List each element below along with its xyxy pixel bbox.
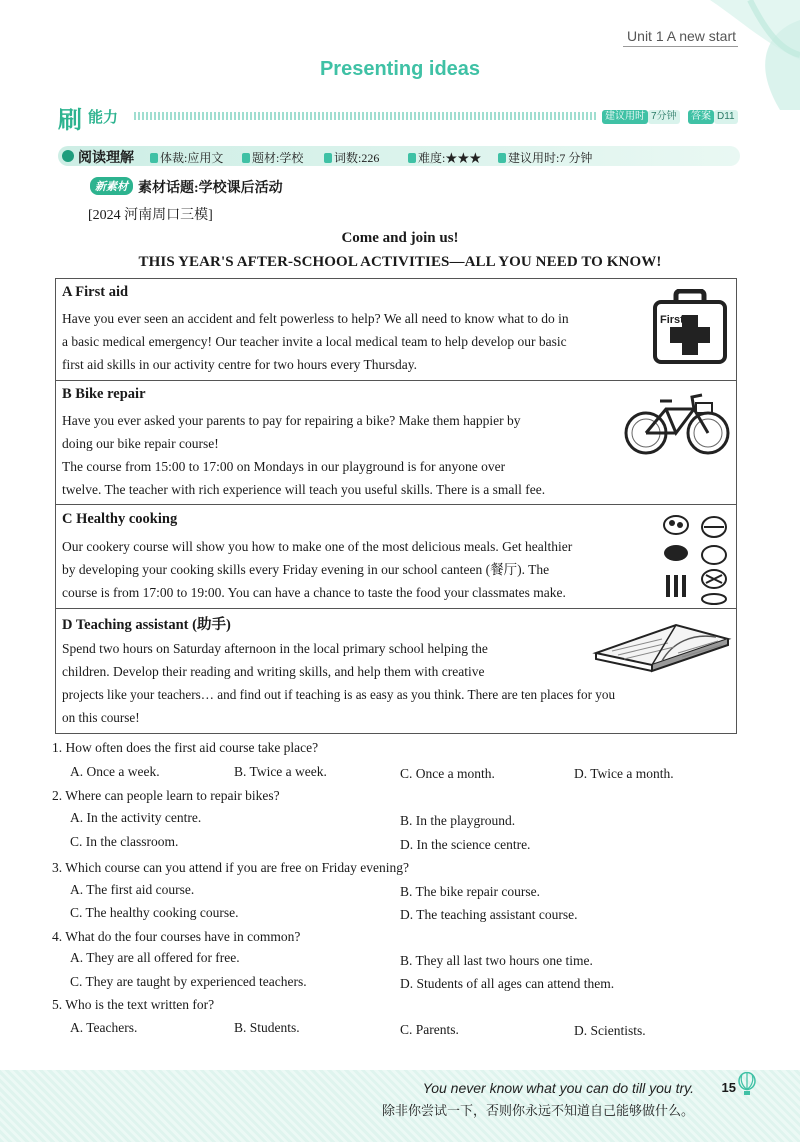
ability-big-char: 刷 xyxy=(58,108,82,134)
text-line: course is from 17:00 to 19:00. You can have a chance to taste the food your classmates make. xyxy=(62,585,566,600)
word-count-text: 词数:226 xyxy=(334,151,380,165)
question-stem: 1. How often does the first aid course take place? xyxy=(52,740,319,755)
section-text xyxy=(62,478,728,501)
topic-text: 题材:学校 xyxy=(252,151,304,165)
section-text xyxy=(62,409,616,478)
passage-subheading: THIS YEAR'S AFTER-SCHOOL ACTIVITIES—ALL YOU NEED TO KNOW! xyxy=(138,254,662,270)
difficulty-text: 难度:★★★ xyxy=(418,151,482,165)
kit-text-aid: Aid xyxy=(700,347,717,358)
text-line: a basic medical emergency! Our teacher invite a local medical team to help develop our basic xyxy=(62,334,567,349)
suggest-time-value: 7分钟 xyxy=(648,110,680,124)
material-source: [2024 河南周口三模] xyxy=(88,208,213,223)
activities-table xyxy=(55,278,737,734)
question-option[interactable]: C. They are taught by experienced teachers. xyxy=(70,974,307,989)
text-line: Have you ever seen an accident and felt powerless to help? We all need to know what to do in xyxy=(62,311,569,326)
page-title: Presenting ideas xyxy=(319,58,481,80)
balloon-icon xyxy=(738,1072,756,1096)
text-line: doing our bike repair course! xyxy=(62,436,219,451)
reading-info-bar xyxy=(58,146,740,166)
question-stem: 5. Who is the text written for? xyxy=(52,997,215,1012)
section-healthy-cooking xyxy=(56,505,736,609)
kit-text-first: First xyxy=(660,314,684,326)
reading-title: 阅读理解 xyxy=(78,151,134,166)
text-line: Have you ever asked your parents to pay for repairing a bike? Make them happier by xyxy=(62,413,521,428)
question-option[interactable]: C. Once a month. xyxy=(400,766,495,781)
question-option[interactable]: B. In the playground. xyxy=(400,813,516,828)
open-book-icon xyxy=(592,613,732,675)
topic-meta xyxy=(242,149,303,166)
question-option[interactable]: A. In the activity centre. xyxy=(70,810,202,825)
difficulty-meta xyxy=(408,149,481,166)
unit-label: Unit 1 A new start xyxy=(623,28,738,47)
section-teaching-assistant xyxy=(56,609,736,733)
time-text: 建议用时:7 分钟 xyxy=(508,151,593,165)
answer-value: D11 xyxy=(714,110,738,124)
text-line: Spend two hours on Saturday afternoon in the local primary school helping the xyxy=(62,641,488,656)
footer-quote-en: You never know what you can do till you try. xyxy=(422,1080,694,1096)
reading-dot-icon xyxy=(62,150,74,162)
question-option[interactable]: A. They are all offered for free. xyxy=(70,950,240,965)
topic-icon xyxy=(242,153,250,163)
clock-icon xyxy=(498,153,506,163)
section-text xyxy=(62,683,734,729)
question-option[interactable]: B. They all last two hours one time. xyxy=(400,953,593,968)
text-line: twelve. The teacher with rich experience will teach you useful skills. There is a small fee. xyxy=(62,482,546,497)
question-option[interactable]: D. In the science centre. xyxy=(400,837,531,852)
question-option[interactable]: D. Students of all ages can attend them. xyxy=(400,976,615,991)
text-line: first aid skills in our activity centre for two hours every Thursday. xyxy=(62,357,418,372)
section-text xyxy=(62,637,586,683)
text-line: The course from 15:00 to 17:00 on Mondays in our playground is for anyone over xyxy=(62,459,506,474)
section-heading: B Bike repair xyxy=(62,386,146,402)
question-option[interactable]: D. The teaching assistant course. xyxy=(400,907,578,922)
text-line: by developing your cooking skills every Friday evening in our school canteen (餐厅). The xyxy=(62,562,550,577)
question-option[interactable]: C. Parents. xyxy=(400,1022,459,1037)
question-option[interactable]: C. In the classroom. xyxy=(70,834,179,849)
page-number: 15 xyxy=(721,1080,736,1095)
section-heading: D Teaching assistant (助手) xyxy=(62,617,231,633)
question-option[interactable]: D. Twice a month. xyxy=(574,766,674,781)
question-option[interactable]: B. The bike repair course. xyxy=(400,884,540,899)
section-text xyxy=(62,535,652,604)
text-line: Our cookery course will show you how to make one of the most delicious meals. Get healthier xyxy=(62,539,573,554)
section-first-aid xyxy=(56,279,736,381)
word-count-meta xyxy=(324,149,379,166)
suggest-time-label: 建议用时 xyxy=(602,110,648,124)
word-count-icon xyxy=(324,153,332,163)
bicycle-icon xyxy=(622,389,732,457)
genre-text: 体裁:应用文 xyxy=(160,151,224,165)
genre-meta xyxy=(150,149,223,166)
time-meta xyxy=(498,149,592,166)
section-heading: C Healthy cooking xyxy=(62,511,178,527)
question-option[interactable]: A. The first aid course. xyxy=(70,882,195,897)
section-bike-repair xyxy=(56,381,736,505)
food-dishes-icon xyxy=(660,513,732,605)
new-material-tag: 新素材 xyxy=(90,177,133,195)
question-option[interactable]: A. Teachers. xyxy=(70,1020,138,1035)
answer-label: 答案 xyxy=(688,110,714,124)
question-option[interactable]: B. Students. xyxy=(234,1020,300,1035)
ability-divider xyxy=(134,112,596,120)
section-text xyxy=(62,307,646,376)
question-option[interactable]: A. Once a week. xyxy=(70,764,160,779)
ability-label: 能力 xyxy=(88,110,119,126)
section-heading: A First aid xyxy=(62,284,129,300)
difficulty-icon xyxy=(408,153,416,163)
question-option[interactable]: B. Twice a week. xyxy=(234,764,327,779)
ability-row xyxy=(58,102,740,134)
footer-quote-cn: 除非你尝试一下，否则你永远不知道自己能够做什么。 xyxy=(381,1103,694,1118)
question-stem: 3. Which course can you attend if you are free on Friday evening? xyxy=(52,860,409,875)
first-aid-kit-icon xyxy=(652,289,728,365)
passage-heading: Come and join us! xyxy=(341,230,459,246)
question-option[interactable]: D. Scientists. xyxy=(574,1023,646,1038)
question-stem: 4. What do the four courses have in common? xyxy=(52,929,301,944)
text-line: on this course! xyxy=(62,710,140,725)
material-topic: 素材话题:学校课后活动 xyxy=(138,181,283,196)
question-stem: 2. Where can people learn to repair bikes? xyxy=(52,788,280,803)
text-line: children. Develop their reading and writing skills, and help them with creative xyxy=(62,664,485,679)
question-option[interactable]: C. The healthy cooking course. xyxy=(70,905,239,920)
text-line: projects like your teachers… and find out if teaching is as easy as you think. There are ten places for you xyxy=(62,687,616,702)
genre-icon xyxy=(150,153,158,163)
corner-brush-decoration xyxy=(650,0,800,110)
